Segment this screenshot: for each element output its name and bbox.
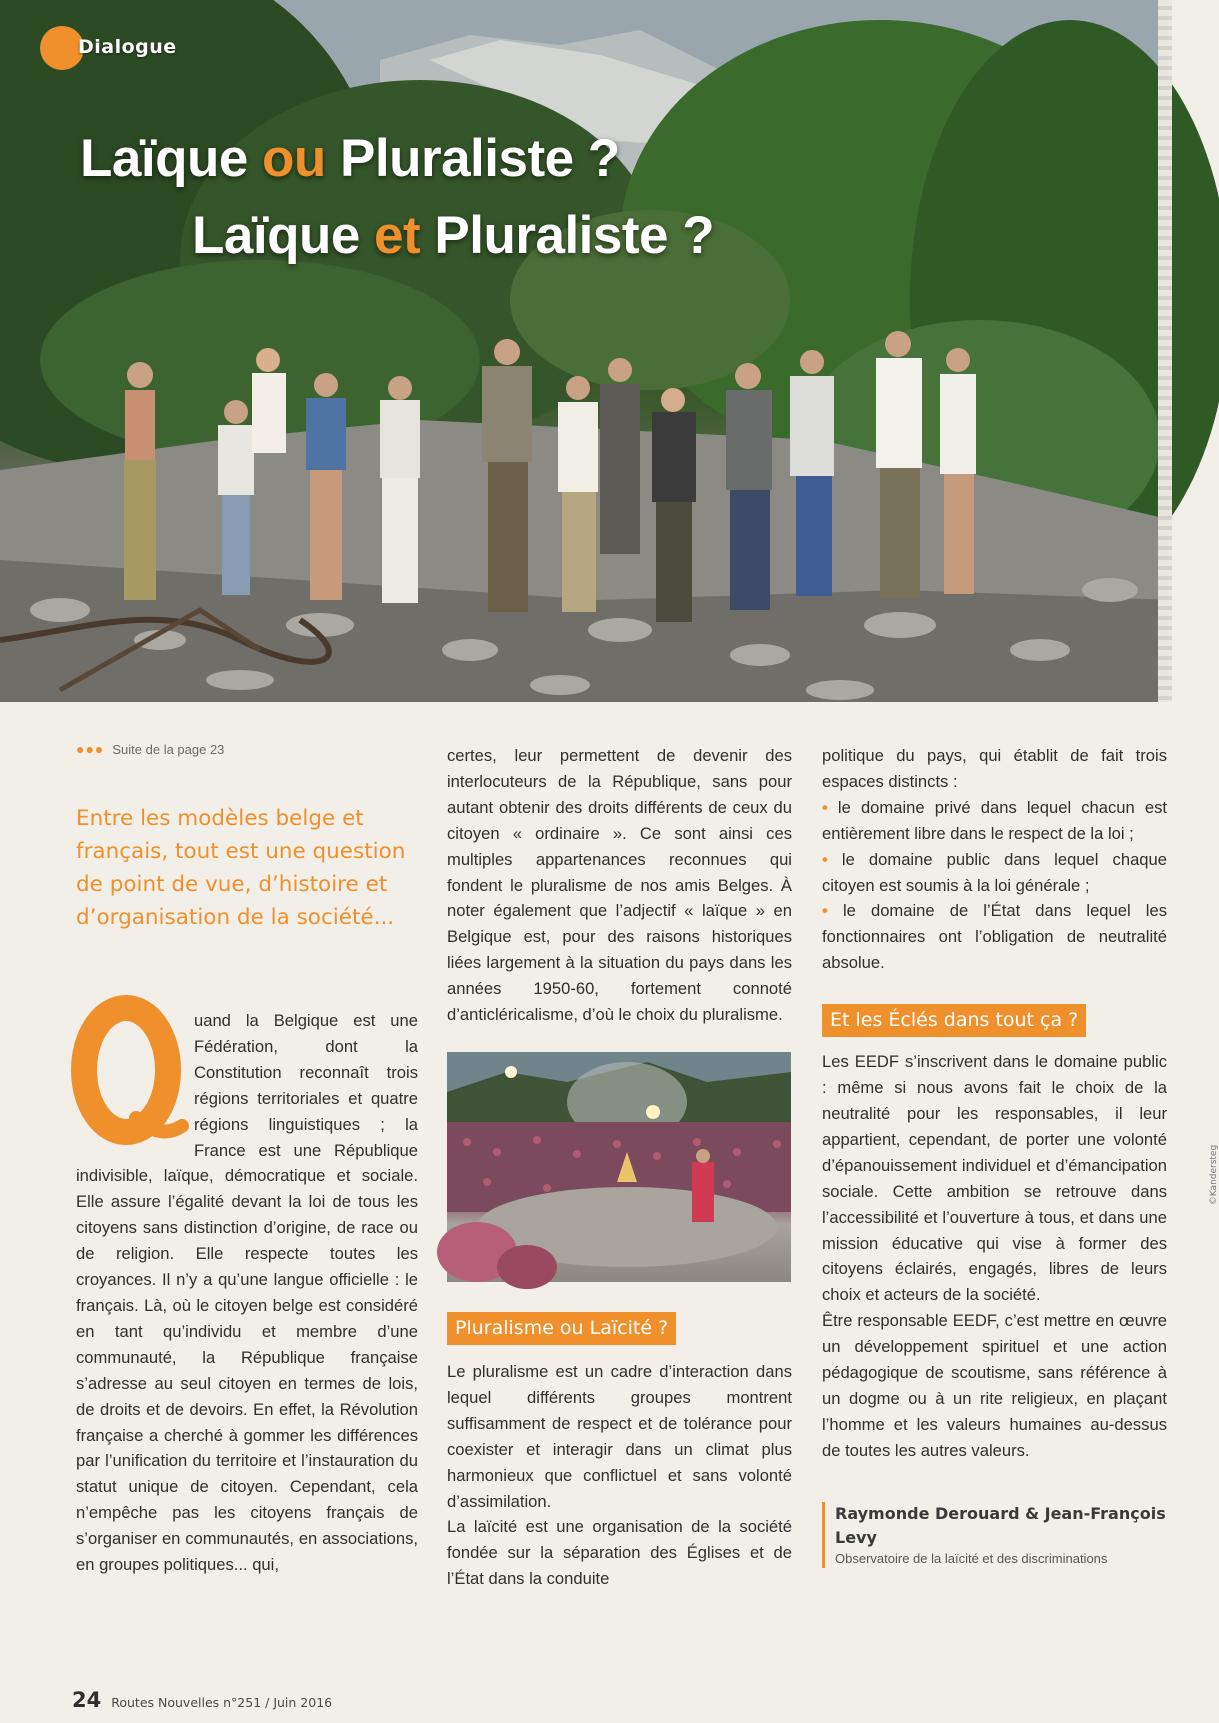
column-1 (76, 740, 418, 1578)
photo-credit: ©Kandersteg (1208, 1144, 1219, 1206)
bullet-text: le domaine de l’État dans lequel les fonctionnaires ont l’obligation de neutralité absolue. (822, 901, 1167, 973)
title-line-2-part-c: Pluraliste ? (420, 206, 715, 265)
dropcap-letter (76, 1000, 186, 1150)
subhead-ecles: Et les Éclés dans tout ça ? (822, 1004, 1086, 1037)
dots-icon: ●●● (76, 741, 105, 758)
author-block (822, 1502, 1167, 1568)
title-line-2 (192, 205, 714, 266)
column-3 (822, 743, 1167, 1568)
title-line-1 (80, 128, 620, 189)
column-3-body: politique du pays, qui établit de fait trois espaces distincts : (822, 746, 1167, 791)
hero-photo (0, 0, 1172, 702)
bullet-text: le domaine privé dans lequel chacun est entièrement libre dans le respect de la loi ; (822, 797, 1167, 843)
lead-body: uand la Belgique est une Fédération, dont la Constitution reconnaît trois régions territoriales et quatre régions linguistiques ; la France est une République indivisible, laïque, démocratique et sociale. Elle assure l’égalité devant la loi de tous les citoyens sans distinction d’origine, de race ou de religion. Elle respecte toutes les croyances. Il n’y a qu’une langue officielle : le français. Là, où le citoyen belge est considéré en tant qu’individu et membre d’une communauté, la République française s’adresse au seul citoyen en termes de lois, de droits et de devoirs. En effet, la Révolution française a cherché à gommer les différences par l’unification du territoire et l’instauration du statut unique de citoyen. Cependant, cela n’empêche pas les citoyens français de s’organiser en communautés, en associations, en groupes politiques... qui, (76, 1011, 418, 1575)
title-line-1-highlight: ou (262, 129, 326, 188)
bullet-item (822, 898, 1167, 976)
author-role: Observatoire de la laïcité et des discriminations (835, 1550, 1108, 1566)
subhead-wrapper (822, 1004, 1167, 1037)
bullet-item (822, 847, 1167, 899)
bullet-icon: • (822, 901, 828, 921)
page-torn-edge (1158, 0, 1172, 702)
column-2 (447, 743, 792, 1592)
title-line-2-part-a: Laïque (192, 206, 375, 265)
page-footer (72, 1688, 332, 1712)
continued-from (76, 740, 418, 760)
title-line-1-part-a: Laïque (80, 129, 263, 188)
campfire-photo (447, 1052, 791, 1282)
bullet-icon: • (822, 849, 828, 869)
bullet-icon: • (822, 797, 828, 817)
column-3-body-3: Être responsable EEDF, c’est mettre en œuvre un développement spirituel et une action pédagogique de scoutisme, sans référence à un dogme ou à un rite religieux, en plaçant l’homme et les valeurs humaines au-dessus de toutes les autres valeurs. (822, 1311, 1167, 1460)
column-3-body-2: Les EEDF s’inscrivent dans le domaine public : même si nous avons fait le choix de la neutralité pour les responsables, il leur appartient, cependant, de porter une volonté d’épanouissement individuel et d’émancipation sociale. Cette ambition se retrouve dans l’accessibilité et l’ouverture à tous, et dans une mission éducative qui vise à former des citoyens éclairés, engagés, libres de leurs choix et acteurs de la société. (822, 1052, 1167, 1305)
campfire-illustration (447, 1052, 791, 1282)
column-2-body: certes, leur permettent de devenir des interlocuteurs de la République, sans pour autant obtenir des droits différents de ceux du citoyen « ordinaire ». Ce sont ainsi ces multiples appartenances reconnues qui fondent le pluralisme de nos amis Belges. À noter également que l’adjectif « laïque » en Belgique est, pour des raisons historiques liées largement à la situation du pays dans les années 1950-60, fortement connoté d’anticléricalisme, d’où le choix du pluralisme. (447, 746, 792, 1025)
bullet-text: le domaine public dans lequel chaque citoyen est soumis à la loi générale ; (822, 849, 1167, 895)
subhead-wrapper (447, 1312, 792, 1345)
page-number: 24 (72, 1688, 102, 1712)
lead-paragraph (76, 1008, 418, 1578)
title-line-2-highlight: et (374, 206, 421, 265)
author-name: Raymonde Derouard & Jean-François Levy (835, 1503, 1166, 1547)
publication-info: Routes Nouvelles n°251 / Juin 2016 (111, 1695, 333, 1710)
intro-standfirst: Entre les modèles belge et français, tout est une question de point de vue, d’histoire et d’organisation de la société... (76, 806, 406, 930)
title-line-1-part-c: Pluraliste ? (325, 129, 620, 188)
group-photo-illustration (0, 0, 1172, 702)
subhead-pluralisme: Pluralisme ou Laïcité ? (447, 1312, 676, 1345)
column-2-body-2: Le pluralisme est un cadre d’interaction dans lequel différents groupes montrent suffisamment de respect et de tolérance pour coexister et interagir dans un climat plus harmonieux que conflictuel et sans volonté d’assimilation. (447, 1361, 792, 1511)
section-tag (40, 26, 177, 70)
column-2-body-3: La laïcité est une organisation de la société fondée sur la séparation des Églises et de l’État dans la conduite (447, 1517, 792, 1589)
continued-from-label: Suite de la page 23 (112, 742, 225, 758)
bullet-item (822, 795, 1167, 847)
section-label: Dialogue (78, 36, 177, 58)
